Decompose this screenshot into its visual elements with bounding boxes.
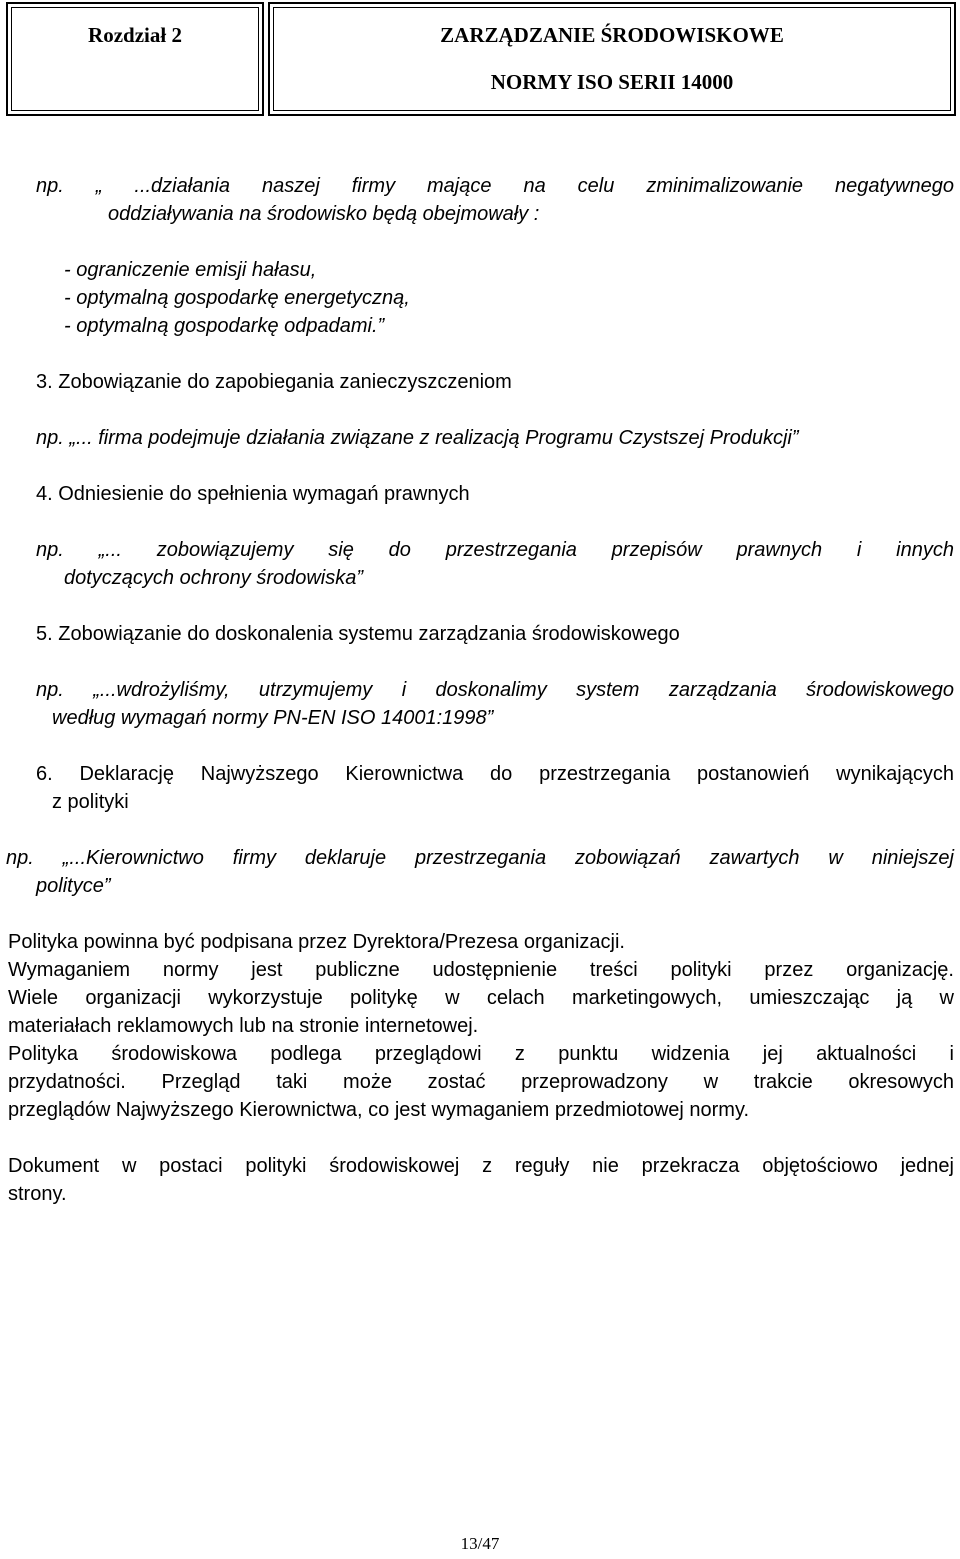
paragraph-line: Polityka środowiskowa podlega przeglądowi z punktu widzenia jej aktualności i (8, 1043, 954, 1065)
section-example: polityce” (36, 875, 111, 897)
paragraph-line: strony. (8, 1183, 67, 1205)
section-example: dotyczących ochrony środowiska” (64, 567, 364, 589)
section-heading: 6. Deklarację Najwyższego Kierownictwa do przestrzegania postanowień wynikających (36, 763, 954, 785)
section-example: np. „... firma podejmuje działania związane z realizacją Programu Czystszej Produkcji” (36, 427, 799, 449)
section-example: np. „...wdrożyliśmy, utrzymujemy i doskonalimy system zarządzania środowiskowego (36, 679, 954, 701)
chapter-title: ZARZĄDZANIE ŚRODOWISKOWE (440, 23, 784, 47)
page-header (6, 2, 956, 116)
bullet-item: - optymalną gospodarkę energetyczną, (64, 287, 410, 309)
paragraph-line: Wymaganiem normy jest publiczne udostępnienie treści polityki przez organizację. (8, 959, 954, 981)
section-example: według wymagań normy PN-EN ISO 14001:1998” (52, 707, 494, 729)
page-number: 13/47 (460, 1534, 500, 1553)
paragraph-line: materiałach reklamowych lub na stronie internetowej. (8, 1015, 479, 1037)
paragraph-line: przydatności. Przegląd taki może zostać przeprowadzony w trakcie okresowych (8, 1071, 954, 1093)
section-heading: z polityki (52, 791, 129, 813)
chapter-subtitle: NORMY ISO SERII 14000 (490, 70, 734, 94)
paragraph-line: Dokument w postaci polityki środowiskowej z reguły nie przekracza objętościowo jednej (8, 1155, 954, 1177)
chapter-box (6, 2, 264, 116)
section-heading: 3. Zobowiązanie do zapobiegania zanieczyszczeniom (36, 371, 512, 393)
example-line: oddziaływania na środowisko będą obejmowały : (108, 203, 540, 225)
paragraph-line: Wiele organizacji wykorzystuje politykę w celach marketingowych, umieszczając ją w (8, 987, 954, 1009)
section-example: np. „...Kierownictwo firmy deklaruje przestrzegania zobowiązań zawartych w niniejszej (6, 847, 954, 869)
paragraph-line: Polityka powinna być podpisana przez Dyrektora/Prezesa organizacji. (8, 931, 625, 953)
example-line: np. „ ...działania naszej firmy mające na celu zminimalizowanie negatywnego (36, 175, 954, 197)
title-box (268, 2, 956, 116)
paragraph-line: przeglądów Najwyższego Kierownictwa, co jest wymaganiem przedmiotowej normy. (8, 1099, 750, 1121)
section-heading: 5. Zobowiązanie do doskonalenia systemu zarządzania środowiskowego (36, 623, 680, 645)
bullet-item: - ograniczenie emisji hałasu, (64, 259, 317, 281)
chapter-label: Rozdział 2 (88, 22, 182, 47)
bullet-item: - optymalną gospodarkę odpadami.” (64, 315, 385, 337)
section-example: np. „... zobowiązujemy się do przestrzegania przepisów prawnych i innych (36, 539, 954, 561)
section-heading: 4. Odniesienie do spełnienia wymagań prawnych (36, 483, 470, 505)
